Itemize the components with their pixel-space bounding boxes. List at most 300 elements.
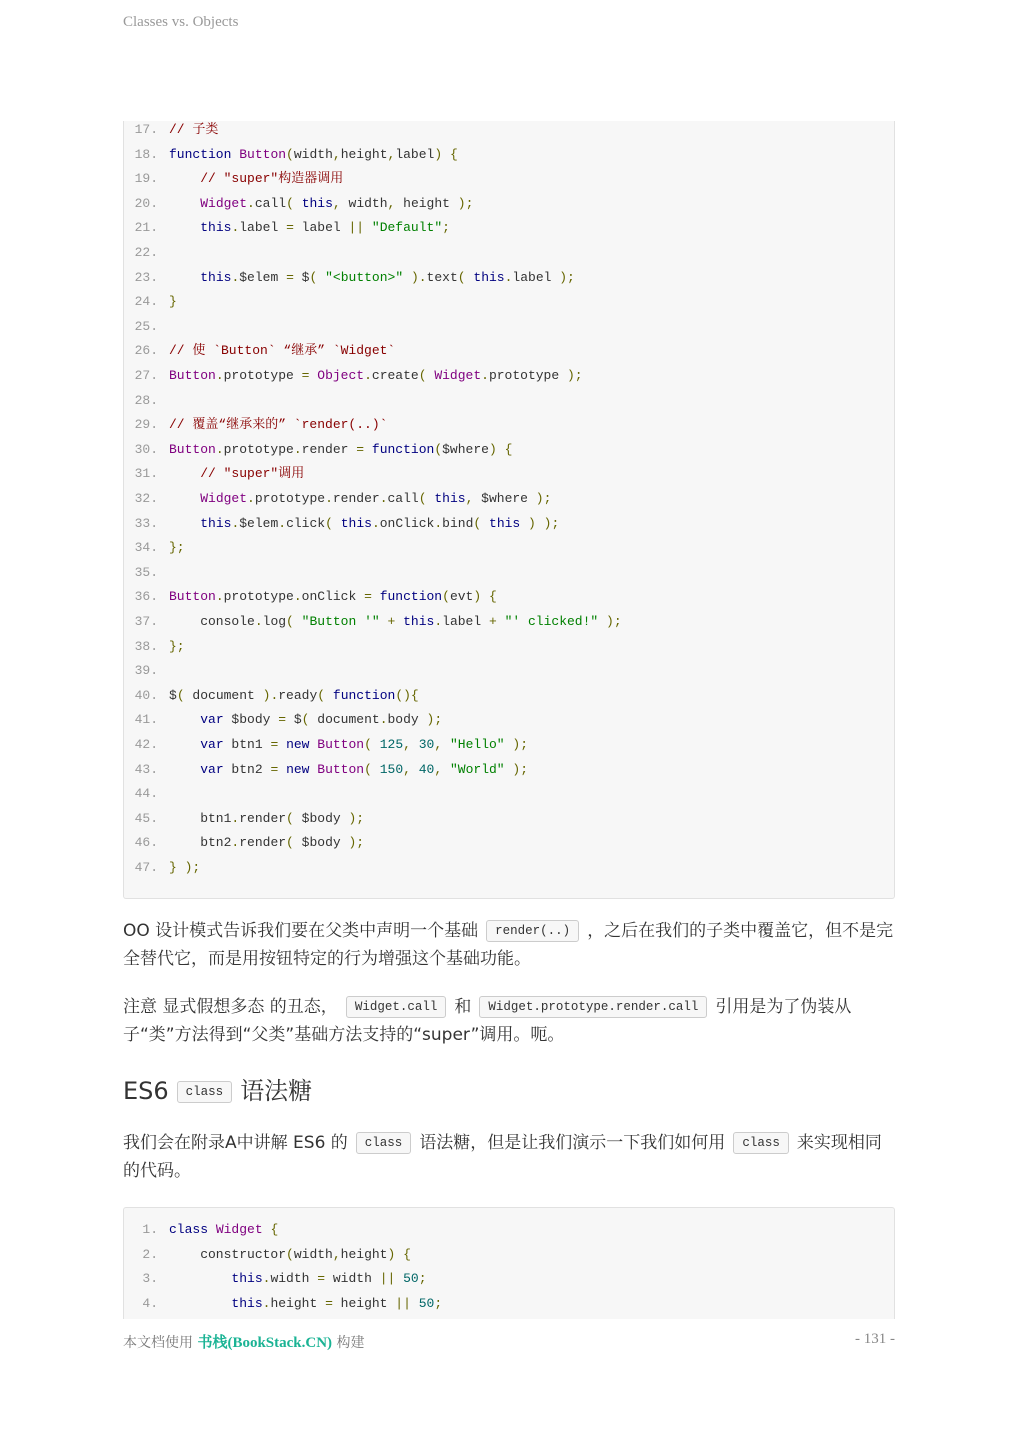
code-line [124,341,395,361]
code-token [536,516,544,531]
code-line [124,169,343,189]
code-line [124,366,583,386]
code-token: . [262,1295,271,1311]
code-token: } [169,294,177,310]
code-token [294,614,302,629]
paragraph-text: 我们会在附录A中讲解 ES6 的 [123,1133,348,1153]
code-token: || [379,1271,396,1287]
code-token: ( [286,146,294,162]
code-token: { [449,146,458,162]
code-line [124,612,622,632]
code-token: ( [301,712,310,728]
code-token [372,589,380,604]
code-token [411,762,419,777]
code-line [124,538,185,558]
code-token [325,688,333,703]
code-token: constructor [169,1246,287,1262]
footer-credit [123,1331,365,1352]
code-line [124,809,364,829]
line-number: 19. [134,171,158,187]
code-token: { [488,589,497,605]
code-token: 30 [418,737,435,752]
code-token [169,1271,231,1286]
code-token: width [270,1271,318,1287]
code-token: ( [286,614,294,629]
code-token [169,491,200,506]
code-token: this [340,515,372,531]
code-token [364,442,372,457]
code-token: onClick [379,515,435,531]
code-token: , [403,761,411,777]
inline-code: Widget.call [346,996,447,1018]
line-number: 17. [134,122,158,137]
code-token: Button [317,761,365,777]
code-token: bind [442,515,474,531]
footer-brand-link[interactable]: 书栈(BookStack.CN) [197,1335,333,1351]
paragraph-text: 注意 显式假想多态 的丑态， [123,997,338,1017]
line-number: 35. [134,564,158,580]
code-token: = [270,737,279,752]
code-token: ) [434,146,443,162]
line-number: 4. [142,1295,158,1311]
line-number: 38. [134,638,158,654]
paragraph [123,917,895,973]
code-token: . [231,810,240,826]
code-token: . [278,515,287,531]
code-token: ); [606,614,622,629]
code-line [124,292,177,312]
code-token [497,614,505,629]
code-token: "Button '" [301,614,380,629]
code-token: }; [169,638,185,654]
code-token: . [293,589,302,605]
line-number: 1. [142,1222,158,1237]
line-number: 44. [134,786,158,802]
code-token: "World" [449,761,505,777]
code-line [124,415,387,435]
line-number: 21. [134,220,158,236]
code-token [294,196,302,211]
code-token: ); [559,269,575,285]
line-number: 30. [134,441,158,457]
code-token: ( [434,441,443,457]
code-token [395,1271,403,1286]
line-number: 27. [134,368,158,383]
code-token: label [442,614,489,629]
code-line [124,514,559,534]
code-token: . [371,515,380,531]
code-token: $elem [239,269,287,285]
code-token: = [286,220,294,236]
code-line [124,1245,411,1265]
code-token: this [403,614,435,629]
code-token: ( [309,269,318,285]
code-token [208,1222,216,1237]
code-token: ) [528,515,536,531]
code-token [169,712,200,727]
code-token: click [286,515,326,531]
code-token: label [395,146,435,162]
code-token [520,516,528,531]
code-token: this [231,1271,263,1287]
code-token: ( [176,687,185,703]
code-token: . [293,441,302,457]
code-block [123,121,895,899]
code-token: $ [293,269,310,285]
code-token: width [325,1271,380,1287]
code-token: this [434,491,466,506]
code-token: ( [286,835,294,851]
code-token: + [488,614,497,629]
code-token: 40 [418,761,435,777]
line-number: 34. [134,540,158,556]
code-token: 50 [418,1295,435,1311]
code-token [481,516,489,531]
code-token: . [262,1271,271,1287]
line-number: 36. [134,589,158,605]
code-token: function [371,441,435,457]
code-token [442,147,450,162]
code-token: , [434,737,443,752]
code-token: prototype [223,368,302,383]
line-number: 26. [134,343,158,359]
code-token: onClick [301,589,365,605]
code-token: , [332,146,341,162]
code-token: document [184,687,263,703]
code-token: $body [293,810,349,826]
line-number: 37. [134,614,158,629]
code-token: "Hello" [449,737,505,752]
code-token: , [403,737,411,752]
code-token: document [309,712,380,728]
code-token: prototype [223,589,294,605]
code-token: ( [418,491,427,506]
code-token: $body [223,712,279,728]
code-token: = [270,761,279,777]
code-token: { [270,1222,279,1237]
code-token [372,737,380,752]
code-token [380,614,388,629]
code-token: ); [535,491,552,506]
code-token: } [169,860,177,875]
line-number: 41. [134,712,158,728]
code-token: ); [348,810,365,826]
code-token: width [293,1246,333,1262]
code-line [124,268,575,288]
line-number: 3. [142,1271,158,1287]
footer-prefix: 本文档使用 [123,1335,193,1351]
code-token: "Default" [371,220,443,236]
code-token: ( [286,1246,294,1262]
line-number: 32. [134,491,158,506]
code-token: ( [364,737,372,752]
code-token: = [286,269,294,285]
paragraph-text: 和 [454,997,472,1017]
code-token: var [200,712,224,728]
line-number: 23. [134,269,158,285]
code-token: function [332,687,396,703]
code-token: Button [239,146,287,162]
code-token [395,614,403,629]
line-number: 20. [134,195,158,211]
code-token: class [169,1222,209,1237]
code-token [497,442,505,457]
code-token: { [504,441,513,457]
paragraph-text: 语法糖，但是让我们演示一下我们如何用 [419,1133,726,1153]
code-token: || [348,220,365,236]
code-token: 125 [379,737,404,752]
code-token [411,737,419,752]
code-token: label [293,220,349,236]
code-line [124,760,528,780]
code-token: ) [387,1246,396,1262]
code-token: this [200,220,232,236]
code-token: render [239,835,287,851]
code-token: . [379,491,388,506]
code-token: 150 [379,761,404,777]
paragraph-text: 来实现相同的代码。 [123,1133,882,1181]
code-token: . [434,614,443,629]
code-token: = [364,589,372,605]
code-token [278,762,286,777]
code-token: render [239,810,287,826]
code-token: // "super"调用 [200,466,305,482]
code-token: ) [488,441,497,457]
page-number: - 131 - [855,1331,895,1347]
line-number: 25. [134,318,158,334]
code-token [169,1296,231,1311]
code-token: prototype [254,491,326,506]
paragraph [123,993,895,1049]
code-token: "<button>" [325,269,404,285]
code-token: Widget [434,368,482,383]
code-token: ); [457,195,474,211]
code-token: = [356,441,365,457]
code-token: this [200,515,232,531]
code-line [124,440,512,460]
code-token: width [340,195,388,211]
code-token: $where [442,441,489,457]
code-token: btn1 [223,737,271,752]
line-number: 43. [134,761,158,777]
code-token: this [231,1295,263,1311]
code-token: , [332,1246,341,1262]
code-token: height [270,1295,326,1311]
code-token: render [332,491,380,506]
code-token [169,466,200,481]
code-token: ( [473,515,482,531]
code-token: width [293,146,333,162]
code-token [169,737,200,752]
code-token: ); [512,737,529,752]
code-token: // 覆盖“继承来的” `render(..)` [169,417,388,433]
code-line [124,145,458,165]
line-number: 31. [134,466,158,482]
code-line [124,833,364,853]
code-token [481,589,489,604]
code-token [333,516,341,531]
code-token: . [379,712,388,728]
code-token: + [387,614,396,629]
paragraph [123,1129,895,1185]
line-number: 28. [134,392,158,408]
code-token: ; [418,1271,427,1287]
code-line [124,784,169,804]
code-token: 50 [403,1271,419,1287]
code-token: ready [278,687,318,703]
code-token [278,737,286,752]
code-line [124,637,185,657]
code-line [124,120,218,140]
code-token: body [387,712,427,728]
code-token: call [254,195,287,211]
code-token [395,1247,403,1262]
code-token: = [301,368,310,383]
code-line [124,735,528,755]
code-line [124,858,200,878]
code-token: , [332,195,341,211]
code-token: ); [566,368,583,383]
code-token: btn2 [169,835,232,851]
code-token: log [262,614,287,629]
code-token: ( [442,589,450,605]
code-token: . [325,491,333,506]
code-token: $where [473,491,536,506]
code-token: function [379,589,443,605]
code-line [124,1220,278,1240]
code-token: ( [457,269,466,285]
footer-suffix: 构建 [336,1335,365,1351]
code-token: height [395,195,458,211]
code-token: . [364,368,372,383]
line-number: 47. [134,860,158,875]
code-token: ( [325,515,333,531]
code-token [177,860,185,875]
code-token: = [278,712,287,728]
code-token: ( [286,195,294,211]
code-token: function [169,146,232,162]
code-token: Button [169,589,216,605]
code-token: var [200,737,224,752]
line-number: 39. [134,663,158,679]
code-token: Button [169,441,216,457]
code-token: , [387,195,396,211]
code-token: ; [434,1295,443,1311]
inline-code: class [733,1132,789,1154]
code-token: ); [426,712,443,728]
code-token [169,516,200,531]
code-token: (){ [395,687,419,703]
code-token: . [231,269,240,285]
code-token [442,737,450,752]
code-token: . [215,368,224,383]
code-token: , [434,761,443,777]
code-line [124,587,497,607]
code-token [169,762,200,777]
code-token: , [387,146,396,162]
code-token: ). [410,269,427,285]
code-token: ); [512,761,529,777]
code-token: . [434,515,443,531]
code-token [403,270,411,285]
code-token: . [247,491,255,506]
code-token: Widget [200,491,248,506]
code-line [124,464,304,484]
code-token: btn2 [223,761,271,777]
code-token: . [247,195,255,211]
code-token: . [231,515,240,531]
code-token: ( [286,810,294,826]
code-token: btn1 [169,810,232,826]
code-token: evt [449,589,474,605]
code-token: $body [293,835,349,851]
line-number: 22. [134,245,158,260]
code-token: // 使 `Button` “继承” `Widget` [169,343,396,359]
heading-text: ES6 [123,1077,169,1105]
code-token: . [231,835,240,851]
code-line [124,1269,427,1289]
code-line [124,563,169,583]
code-token: ( [317,687,326,703]
code-token: Object [317,368,365,383]
code-token: ) [473,589,482,605]
paragraph-text: 引用是为了伪装从子“类”方法得到“父类”基础方法支持的“super”调用。呃。 [123,997,852,1045]
code-token [169,270,200,285]
code-token: Widget [200,195,248,211]
code-token: . [481,368,489,383]
code-line [124,1294,442,1314]
code-token [372,762,380,777]
inline-code: class [177,1081,233,1103]
code-token [598,614,606,629]
code-token: . [215,441,224,457]
code-token: text [426,269,458,285]
code-token [169,171,200,186]
code-line [124,317,169,337]
code-token: $ [286,712,302,728]
code-token [169,196,200,211]
code-token: . [215,589,224,605]
code-token: }; [169,540,185,556]
code-token: label [239,220,287,236]
code-token: this [200,269,232,285]
code-line [124,194,473,214]
code-line [124,661,169,681]
heading-text: 语法糖 [240,1077,313,1105]
inline-code: Widget.prototype.render.call [479,996,707,1018]
code-token: , [465,491,474,506]
code-token: { [403,1246,411,1262]
code-token: height [340,146,388,162]
code-token: height [332,1295,396,1311]
line-number: 45. [134,810,158,826]
code-token: prototype [223,441,294,457]
code-line [124,710,442,730]
code-token [364,220,372,235]
code-token: . [504,269,513,285]
code-token: ); [543,515,560,531]
code-token [169,220,200,235]
inline-code: class [356,1132,412,1154]
code-token: call [387,491,419,506]
code-token: this [473,269,505,285]
line-number: 46. [134,835,158,851]
line-number: 2. [142,1246,158,1262]
inline-code: render(..) [486,920,579,942]
code-token: label [512,269,560,285]
code-token: ). [262,687,279,703]
line-number: 24. [134,294,158,310]
